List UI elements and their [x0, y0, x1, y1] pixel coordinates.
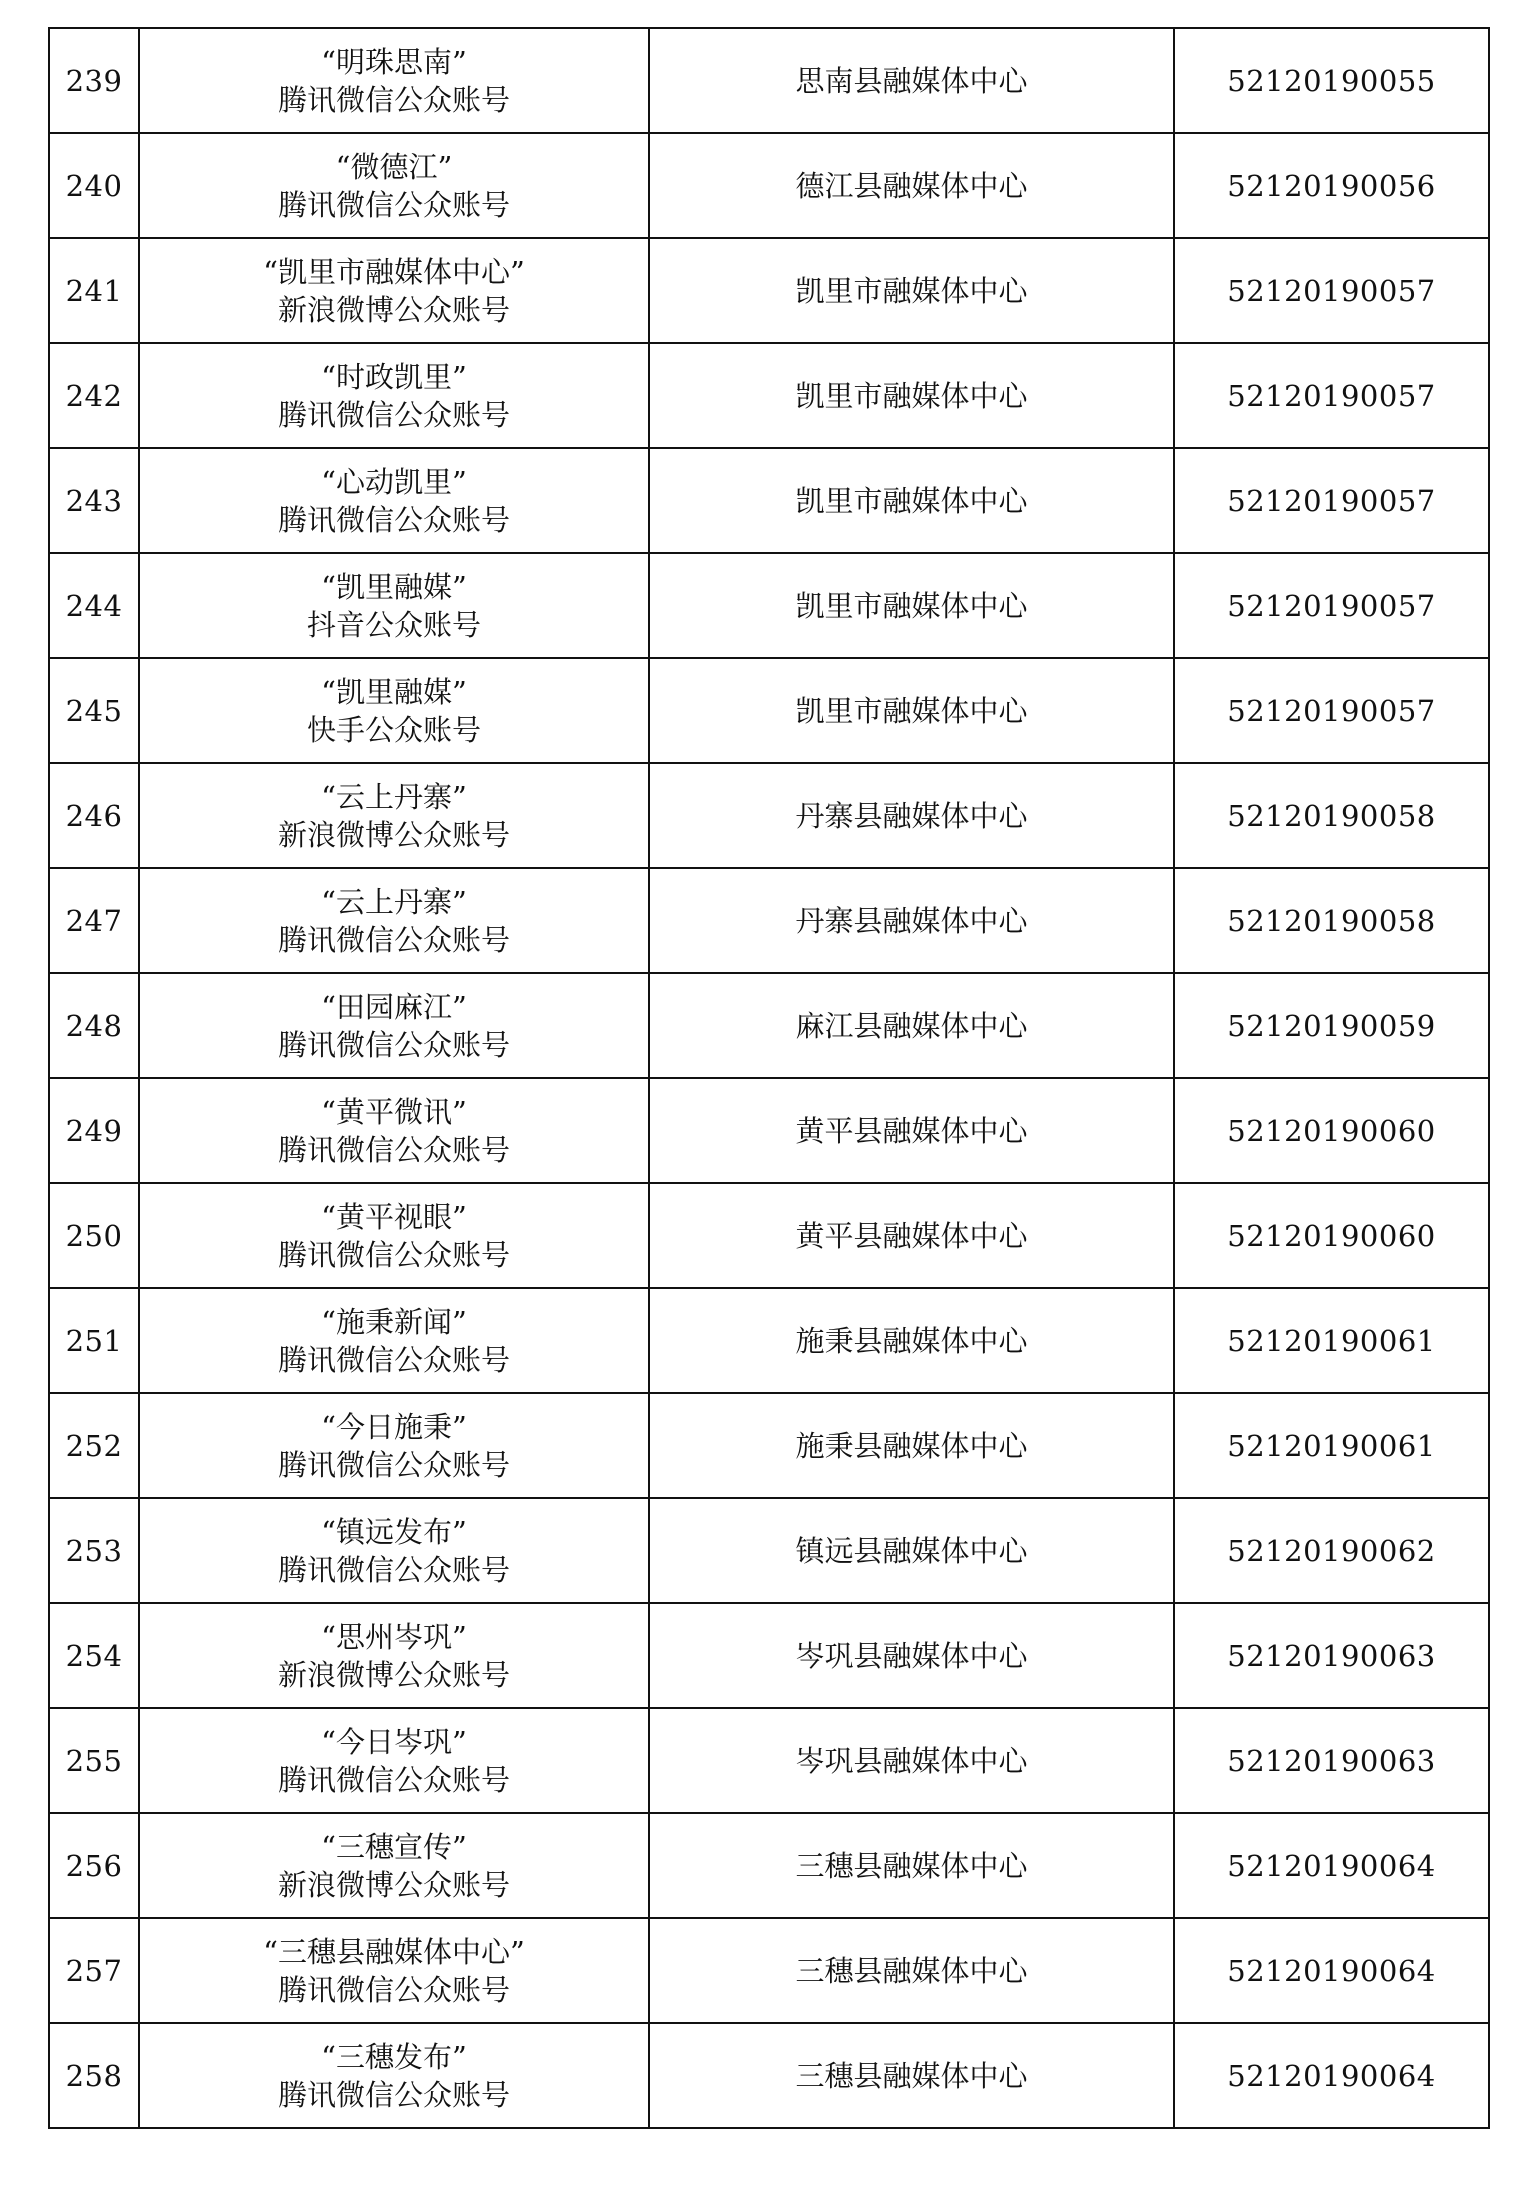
account-name-cell — [139, 133, 649, 238]
account-platform: 新浪微博公众账号 — [277, 817, 510, 852]
operating-unit: 凯里市融媒体中心 — [649, 448, 1174, 553]
account-name: “田园麻江” — [321, 989, 467, 1024]
operating-unit: 丹寨县融媒体中心 — [649, 868, 1174, 973]
account-platform: 新浪微博公众账号 — [277, 1867, 510, 1902]
account-platform: 新浪微博公众账号 — [277, 292, 510, 327]
registration-code: 52120190061 — [1174, 1393, 1489, 1498]
account-name-cell — [139, 28, 649, 133]
table-row — [49, 658, 1489, 763]
table-row — [49, 973, 1489, 1078]
row-number: 242 — [49, 343, 139, 448]
account-name: “黄平微讯” — [321, 1094, 467, 1129]
operating-unit: 施秉县融媒体中心 — [649, 1288, 1174, 1393]
operating-unit: 三穗县融媒体中心 — [649, 1813, 1174, 1918]
table-row — [49, 1498, 1489, 1603]
registration-code: 52120190057 — [1174, 448, 1489, 553]
registration-code: 52120190057 — [1174, 343, 1489, 448]
table-row — [49, 28, 1489, 133]
operating-unit: 德江县融媒体中心 — [649, 133, 1174, 238]
table-row — [49, 2023, 1489, 2128]
table-row — [49, 1393, 1489, 1498]
account-name: “云上丹寨” — [321, 884, 467, 919]
operating-unit: 麻江县融媒体中心 — [649, 973, 1174, 1078]
table-row — [49, 133, 1489, 238]
account-name: “云上丹寨” — [321, 779, 467, 814]
account-name: “今日岑巩” — [321, 1724, 467, 1759]
account-name-cell — [139, 1288, 649, 1393]
table-row — [49, 868, 1489, 973]
row-number: 247 — [49, 868, 139, 973]
account-platform: 新浪微博公众账号 — [277, 1657, 510, 1692]
row-number: 252 — [49, 1393, 139, 1498]
row-number: 257 — [49, 1918, 139, 2023]
operating-unit: 三穗县融媒体中心 — [649, 2023, 1174, 2128]
table-row — [49, 1918, 1489, 2023]
account-platform: 腾讯微信公众账号 — [277, 1552, 510, 1587]
registration-code: 52120190062 — [1174, 1498, 1489, 1603]
account-name: “黄平视眼” — [321, 1199, 467, 1234]
operating-unit: 镇远县融媒体中心 — [649, 1498, 1174, 1603]
operating-unit: 施秉县融媒体中心 — [649, 1393, 1174, 1498]
media-account-table — [48, 27, 1490, 2129]
account-platform: 腾讯微信公众账号 — [277, 1447, 510, 1482]
registration-code: 52120190058 — [1174, 868, 1489, 973]
account-platform: 腾讯微信公众账号 — [277, 1027, 510, 1062]
account-platform: 腾讯微信公众账号 — [277, 2077, 510, 2112]
account-name-cell — [139, 1603, 649, 1708]
account-name-cell — [139, 973, 649, 1078]
account-name: “凯里融媒” — [321, 569, 467, 604]
table-row — [49, 343, 1489, 448]
account-platform: 腾讯微信公众账号 — [277, 922, 510, 957]
account-name: “镇远发布” — [321, 1514, 467, 1549]
row-number: 253 — [49, 1498, 139, 1603]
account-platform: 抖音公众账号 — [306, 607, 481, 642]
account-platform: 快手公众账号 — [306, 712, 481, 747]
account-platform: 腾讯微信公众账号 — [277, 1972, 510, 2007]
table-row — [49, 1078, 1489, 1183]
operating-unit: 三穗县融媒体中心 — [649, 1918, 1174, 2023]
account-name: “三穗宣传” — [321, 1829, 467, 1864]
operating-unit: 岑巩县融媒体中心 — [649, 1708, 1174, 1813]
row-number: 250 — [49, 1183, 139, 1288]
operating-unit: 凯里市融媒体中心 — [649, 553, 1174, 658]
account-name: “三穗县融媒体中心” — [263, 1934, 525, 1969]
account-platform: 腾讯微信公众账号 — [277, 187, 510, 222]
account-name: “凯里融媒” — [321, 674, 467, 709]
registration-code: 52120190063 — [1174, 1603, 1489, 1708]
row-number: 258 — [49, 2023, 139, 2128]
operating-unit: 凯里市融媒体中心 — [649, 238, 1174, 343]
account-name-cell — [139, 2023, 649, 2128]
row-number: 241 — [49, 238, 139, 343]
table-row — [49, 1813, 1489, 1918]
account-name: “心动凯里” — [321, 464, 467, 499]
account-name-cell — [139, 1183, 649, 1288]
operating-unit: 岑巩县融媒体中心 — [649, 1603, 1174, 1708]
account-name-cell — [139, 1813, 649, 1918]
table-row — [49, 1603, 1489, 1708]
account-platform: 腾讯微信公众账号 — [277, 1342, 510, 1377]
account-name-cell — [139, 1918, 649, 2023]
registration-code: 52120190059 — [1174, 973, 1489, 1078]
row-number: 255 — [49, 1708, 139, 1813]
account-name-cell — [139, 763, 649, 868]
registration-code: 52120190057 — [1174, 553, 1489, 658]
account-name-cell — [139, 1078, 649, 1183]
table-body — [49, 28, 1489, 2128]
account-name-cell — [139, 1708, 649, 1813]
table-row — [49, 553, 1489, 658]
account-name-cell — [139, 868, 649, 973]
account-name-cell — [139, 238, 649, 343]
registration-code: 52120190064 — [1174, 1918, 1489, 2023]
account-name-cell — [139, 1393, 649, 1498]
operating-unit: 丹寨县融媒体中心 — [649, 763, 1174, 868]
registration-code: 52120190057 — [1174, 658, 1489, 763]
account-name: “施秉新闻” — [321, 1304, 467, 1339]
row-number: 243 — [49, 448, 139, 553]
registration-code: 52120190057 — [1174, 238, 1489, 343]
table-row — [49, 1288, 1489, 1393]
account-name-cell — [139, 448, 649, 553]
registration-code: 52120190064 — [1174, 1813, 1489, 1918]
account-name-cell — [139, 343, 649, 448]
row-number: 244 — [49, 553, 139, 658]
account-name: “思州岑巩” — [321, 1619, 467, 1654]
operating-unit: 黄平县融媒体中心 — [649, 1183, 1174, 1288]
registration-code: 52120190058 — [1174, 763, 1489, 868]
row-number: 245 — [49, 658, 139, 763]
row-number: 254 — [49, 1603, 139, 1708]
table-row — [49, 763, 1489, 868]
account-platform: 腾讯微信公众账号 — [277, 1762, 510, 1797]
registration-code: 52120190060 — [1174, 1078, 1489, 1183]
table-row — [49, 1708, 1489, 1813]
account-platform: 腾讯微信公众账号 — [277, 397, 510, 432]
row-number: 240 — [49, 133, 139, 238]
account-name: “今日施秉” — [321, 1409, 467, 1444]
row-number: 251 — [49, 1288, 139, 1393]
registration-code: 52120190061 — [1174, 1288, 1489, 1393]
account-name: “明珠思南” — [321, 44, 467, 79]
account-platform: 腾讯微信公众账号 — [277, 1237, 510, 1272]
account-name-cell — [139, 1498, 649, 1603]
row-number: 256 — [49, 1813, 139, 1918]
row-number: 239 — [49, 28, 139, 133]
account-name-cell — [139, 658, 649, 763]
account-name-cell — [139, 553, 649, 658]
account-name: “时政凯里” — [321, 359, 467, 394]
table-row — [49, 1183, 1489, 1288]
account-platform: 腾讯微信公众账号 — [277, 82, 510, 117]
table-row — [49, 238, 1489, 343]
registration-code: 52120190056 — [1174, 133, 1489, 238]
account-platform: 腾讯微信公众账号 — [277, 502, 510, 537]
account-name: “三穗发布” — [321, 2039, 467, 2074]
registration-code: 52120190064 — [1174, 2023, 1489, 2128]
registration-code: 52120190060 — [1174, 1183, 1489, 1288]
operating-unit: 黄平县融媒体中心 — [649, 1078, 1174, 1183]
account-name: “微德江” — [335, 149, 453, 184]
operating-unit: 思南县融媒体中心 — [649, 28, 1174, 133]
registration-code: 52120190055 — [1174, 28, 1489, 133]
row-number: 246 — [49, 763, 139, 868]
account-name: “凯里市融媒体中心” — [263, 254, 525, 289]
table-row — [49, 448, 1489, 553]
registration-code: 52120190063 — [1174, 1708, 1489, 1813]
row-number: 249 — [49, 1078, 139, 1183]
account-platform: 腾讯微信公众账号 — [277, 1132, 510, 1167]
row-number: 248 — [49, 973, 139, 1078]
operating-unit: 凯里市融媒体中心 — [649, 343, 1174, 448]
operating-unit: 凯里市融媒体中心 — [649, 658, 1174, 763]
